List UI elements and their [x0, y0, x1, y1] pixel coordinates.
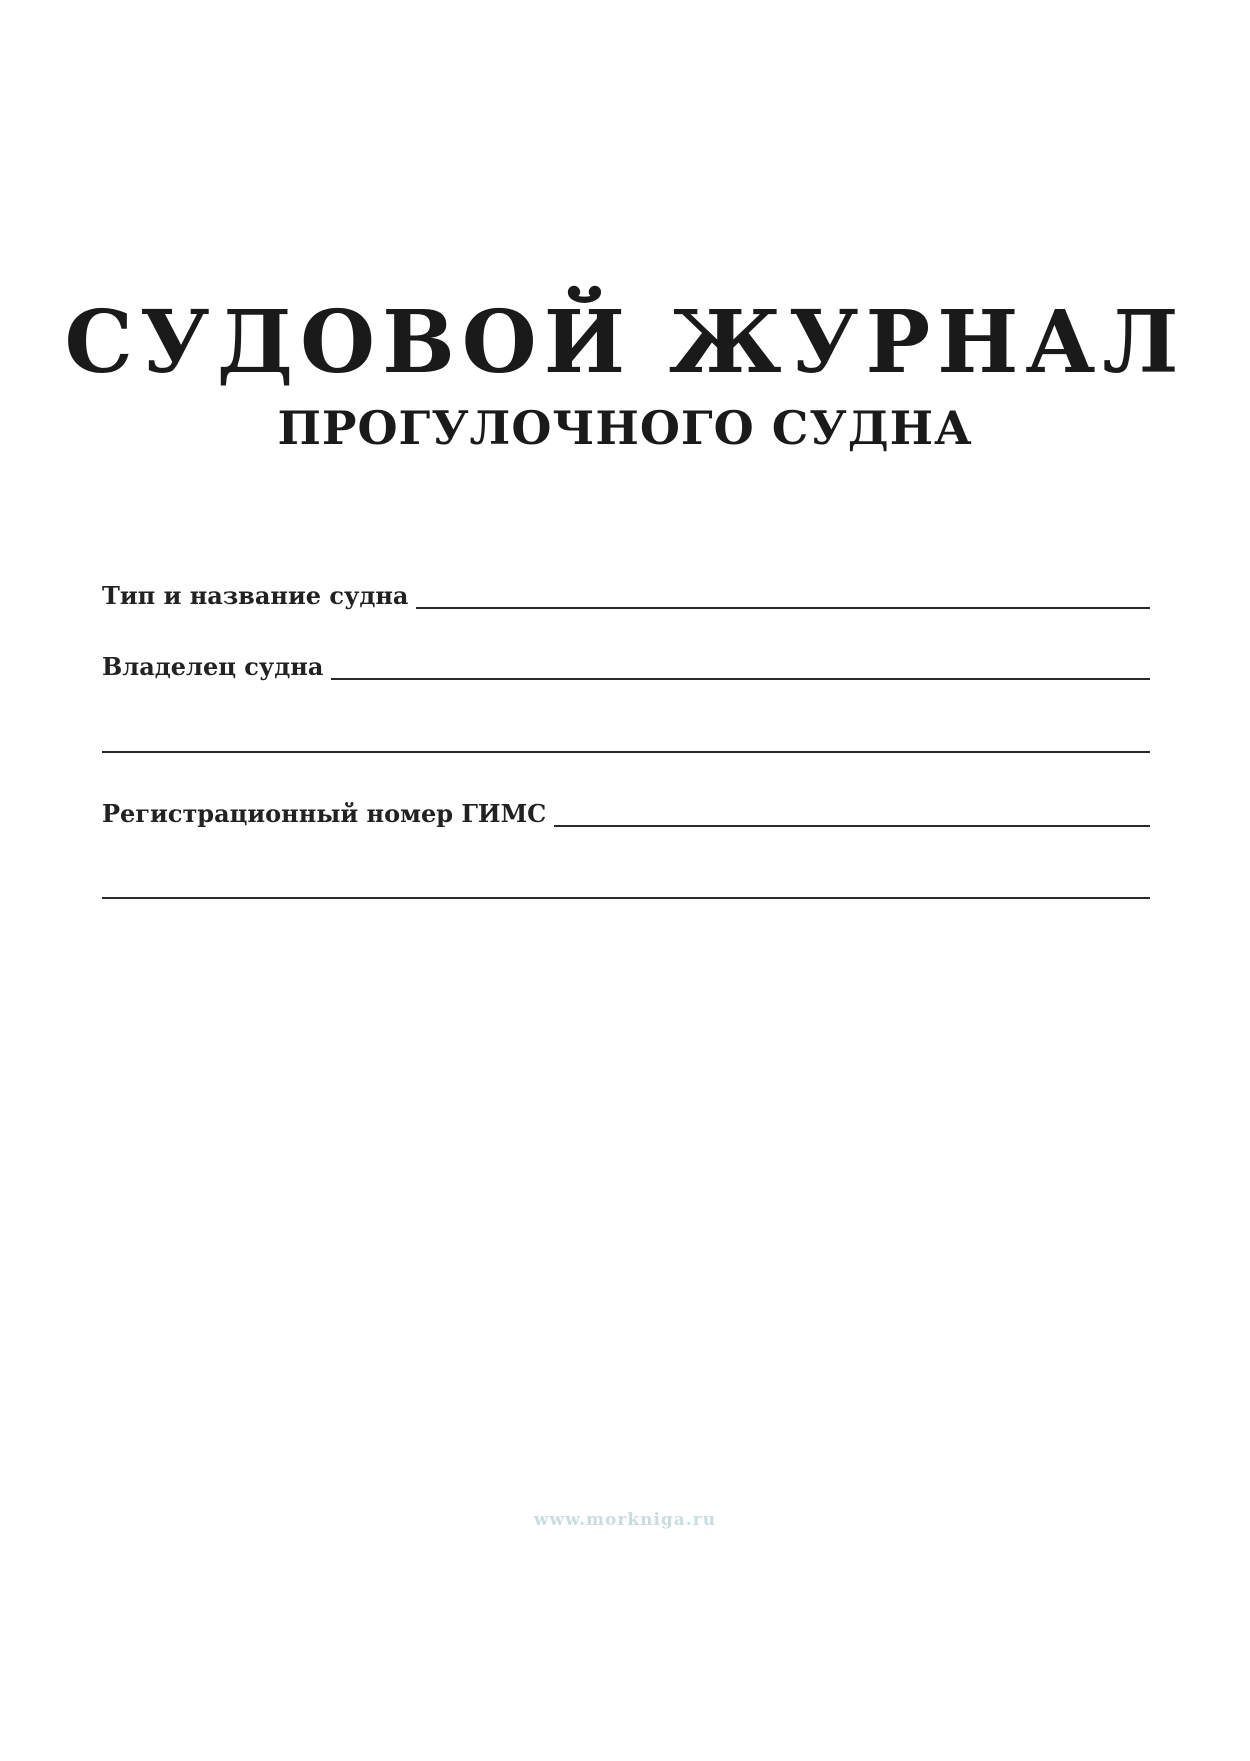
field-vessel-owner-continued [102, 716, 1150, 756]
field-line-vessel-owner-continued[interactable] [102, 751, 1150, 753]
field-label-vessel-owner: Владелец судна [102, 652, 324, 681]
document-title: СУДОВОЙ ЖУРНАЛ [64, 292, 1186, 393]
field-line-vessel-type-name[interactable] [416, 607, 1150, 609]
field-label-gims-registration-number: Регистрационный номер ГИМС [102, 799, 547, 828]
field-gims-registration-number [102, 790, 1150, 830]
field-line-vessel-owner[interactable] [331, 678, 1150, 680]
field-line-gims-registration-continued[interactable] [102, 897, 1150, 899]
field-gims-registration-continued [102, 862, 1150, 902]
field-line-gims-registration-number[interactable] [554, 825, 1150, 827]
field-vessel-owner [102, 643, 1150, 683]
document-subtitle: ПРОГУЛОЧНОГО СУДНА [277, 401, 973, 455]
field-vessel-type-name [102, 572, 1150, 612]
watermark-url: www.morkniga.ru [533, 1510, 717, 1530]
field-label-vessel-type-name: Тип и название судна [102, 581, 409, 610]
